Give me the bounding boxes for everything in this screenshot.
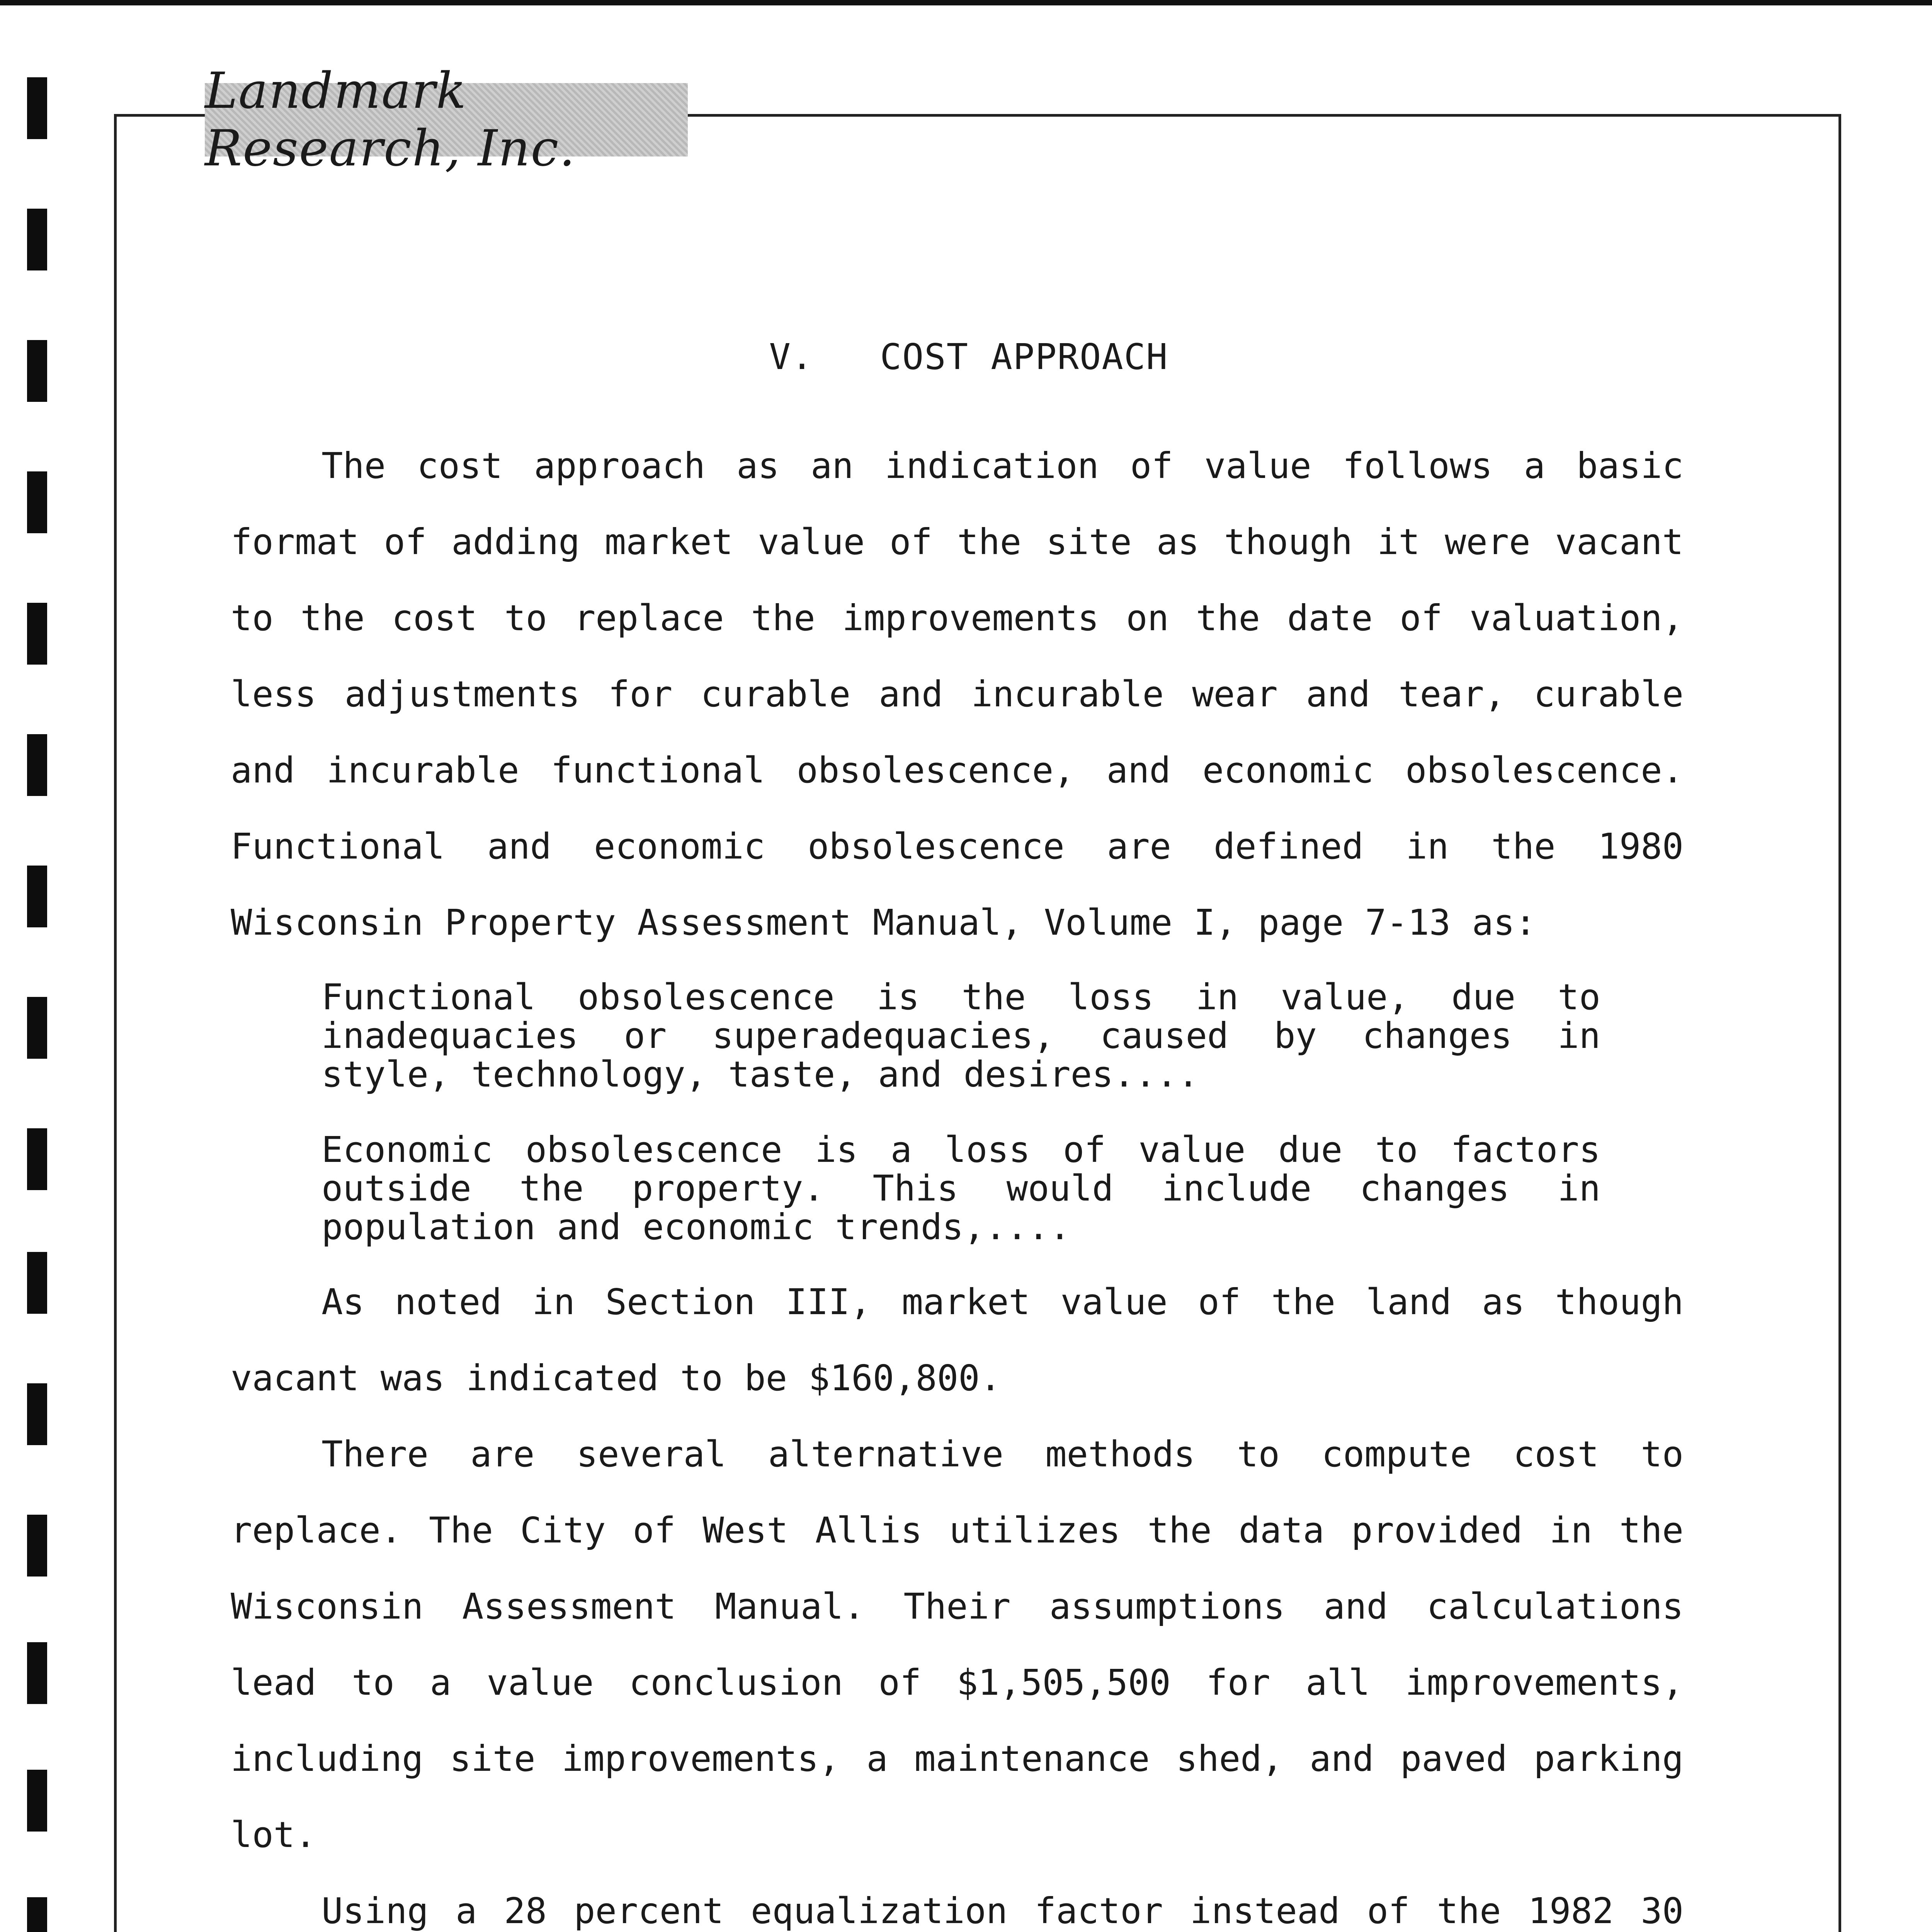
binding-mark (27, 471, 47, 533)
quote-functional-obsolescence: Functional obsolescence is the loss in value, due to inadequacies or superadequacies, caused by changes in style, technology, taste, and desires.... (321, 976, 1600, 1095)
binding-mark (27, 1897, 47, 1932)
binding-mark (27, 340, 47, 402)
binding-mark (27, 1515, 47, 1577)
binding-marks (27, 0, 54, 1932)
binding-mark (27, 734, 47, 796)
binding-mark (27, 77, 47, 139)
binding-mark (27, 1642, 47, 1704)
binding-mark (27, 997, 47, 1059)
paragraph-alternative-methods: There are several alternative methods to compute cost to replace. The City of West Allis utilizes the data provided in the Wisconsin Assessment Manual. Their assumptions and calculations lead to a value conclusion of $1,505,500 for all improvements, including site improvements, a maintenance shed, and paved parking lot. (231, 1434, 1684, 1855)
paragraph-equalization-factor: Using a 28 percent equalization factor instead of the 1982 30 (321, 1890, 1684, 1932)
paragraph-land-value: As noted in Section III, market value of the land as though vacant was indicated to be $160,800. (231, 1281, 1684, 1399)
top-edge-rule (0, 0, 1932, 5)
company-logo (205, 62, 688, 177)
binding-mark (27, 603, 47, 665)
paragraph-cost-approach-intro: The cost approach as an indication of value follows a basic format of adding market value of the site as though it were vacant to the cost to replace the improvements on the date of valuation, less adjustments for curable and incurable wear and tear, curable and incurable functional obsolescence, and economic obsolescence. Functional and economic obsolescence are defined in the 1980 Wisconsin Property Assessment Manual, Volume I, page 7-13 as: (231, 445, 1684, 943)
binding-mark (27, 209, 47, 270)
logo-text: Landmark Research, Inc. (205, 62, 576, 177)
binding-mark (27, 1383, 47, 1445)
document-body (231, 336, 1684, 1932)
binding-mark (27, 1770, 47, 1832)
binding-mark (27, 866, 47, 927)
quote-economic-obsolescence: Economic obsolescence is a loss of value due to factors outside the property. This would include changes in population and economic trends,.... (321, 1129, 1600, 1248)
binding-mark (27, 1252, 47, 1314)
section-heading: V. COST APPROACH (769, 336, 1168, 378)
binding-mark (27, 1128, 47, 1190)
